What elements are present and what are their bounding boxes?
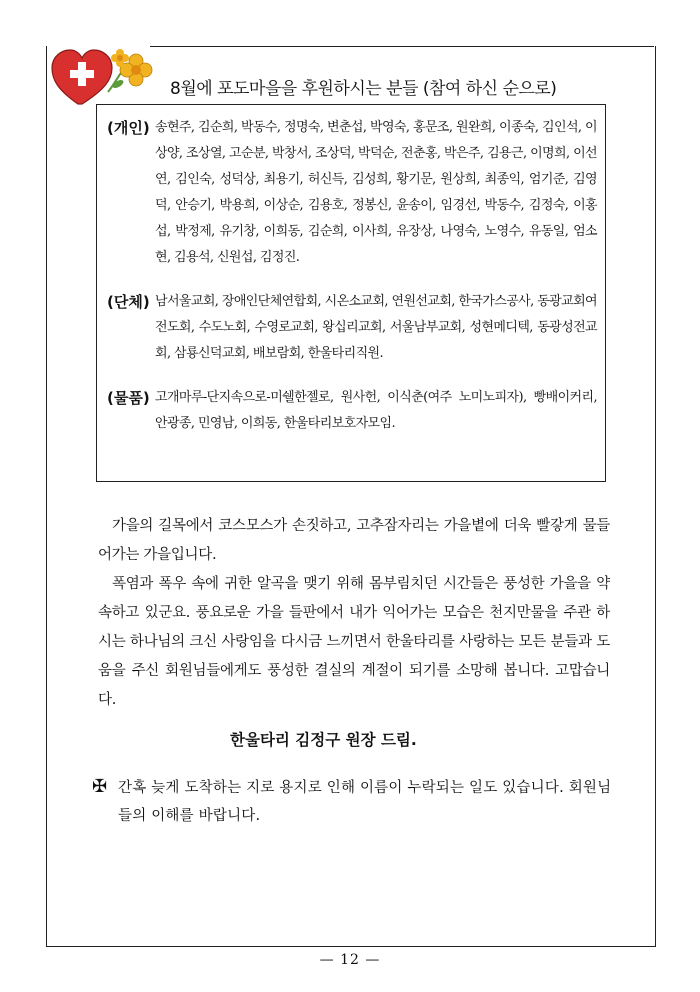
- page-title: 8월에 포도마을을 후원하시는 분들 (참여 하신 순으로): [170, 79, 557, 99]
- letter-paragraph-1: 가을의 길목에서 코스모스가 손짓하고, 고추잠자리는 가을볕에 더욱 빨갛게 물들어가는 가을입니다.: [98, 518, 610, 563]
- section-label-goods: (물품): [107, 389, 150, 407]
- donor-section-groups: [107, 289, 597, 367]
- goods-donor-names: 고개마루-단지속으로-미쉘한젤로, 원사헌, 이식춘(여주 노미노피자), 빵배이커리, 안광종, 민영남, 이희동, 한울타리보호자모임.: [155, 390, 597, 431]
- individual-donor-names: 송현주, 김순희, 박동수, 정명숙, 변춘섭, 박영숙, 홍문조, 원완희, 이종숙, 김인석, 이상양, 조상열, 고순분, 박창서, 조상덕, 박덕순, 전춘홍, 박은주, 김용근, 이명희, 이선연, 김인숙, 성덕상, 최용기, 허신득, 김성희, 황기문, 원상희, 최종익, 엄기준, 김영덕, 안승기, 박용희, 이상순, 김용호, 정봉신, 윤송이, 임경선, 박동수, 김정숙, 이홍섭, 박정제, 유기창, 이희동, 김순희, 이사희, 유장상, 나영숙, 노영수, 유동일, 엄소현, 김용석, 신원섭, 김정진.: [155, 120, 597, 265]
- page-number: — 12 —: [319, 952, 381, 968]
- section-label-groups: (단체): [107, 293, 150, 311]
- header-rule: [150, 46, 654, 47]
- signature: 한울타리 김정구 원장 드림.: [230, 731, 417, 749]
- donor-list-box: [96, 104, 606, 482]
- letter-body: [98, 512, 610, 715]
- cross-mark-icon: ✠: [92, 776, 108, 797]
- letter-paragraph-2: 폭염과 폭우 속에 귀한 알곡을 맺기 위해 몸부림치던 시간들은 풍성한 가을을 약속하고 있군요. 풍요로운 가을 들판에서 내가 익어가는 모습은 천지만물을 주관 하시는 하나님의 크신 사랑임을 다시금 느끼면서 한울타리를 사랑하는 모든 분들과 도움을 주신 회원님들에게도 풍성한 결실의 계절이 되기를 소망해 봅니다. 고맙습니다.: [98, 576, 610, 708]
- notice: [92, 774, 612, 830]
- section-label-individuals: (개인): [107, 119, 150, 137]
- heart-cross-flower-logo-icon: [48, 42, 158, 112]
- donor-section-individuals: [107, 115, 597, 271]
- group-donor-names: 남서울교회, 장애인단체연합회, 시온소교회, 연원선교회, 한국가스공사, 동광교회여전도회, 수도노회, 수영로교회, 왕십리교회, 서울남부교회, 성현메디텍, 동광성전교회, 삼룡신덕교회, 배보람회, 한울타리직원.: [155, 294, 597, 361]
- donor-section-goods: [107, 385, 597, 437]
- notice-text: 간혹 늦게 도착하는 지로 용지로 인해 이름이 누락되는 일도 있습니다. 회원님들의 이해를 바랍니다.: [118, 780, 612, 824]
